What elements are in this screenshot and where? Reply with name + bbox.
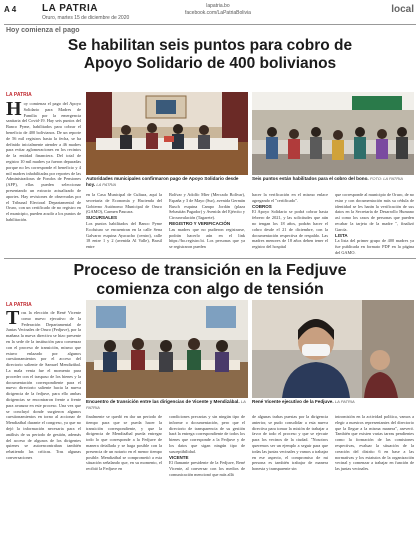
story1-subhead-lista: LISTA bbox=[335, 232, 348, 238]
story2-headline bbox=[6, 261, 414, 299]
story1-caption1-credit: LA PATRIA bbox=[96, 182, 117, 187]
story2-col2-text: finalmente se quedó en dar un periodo de tiempo para que se pueda hacer la transición correspondiente, y que la dirigencia de Mendizábal pueda entregar todo lo que corresponde a la Fedjuve de manera detallada y se haga posible con la presencia de un notario en el menor tiempo posible. Mendizábal se comprometió a esta situación señalando que, en su momento, el recibió la Fedjuve en bbox=[86, 414, 162, 472]
story2-col1-text: ras la elección de René Vicente como nuevo ejecutivo de la Federación Departamental de Juntas Vecinales de Oruro (Fedjuve), por la mañana la nueva directiva se hizo presente en la sede de la institución para comenzar con el proceso de transición, mismo que estuvo enlazado por algunos cuestionamientos por el acceso del directorio saliente de Samuel Mendizábal. La mala venia fue el momento para proceder con el traspaso de los bienes y la documentación correspondiente para el nuevo directorio saliente hacia la nueva dirigencia de la fedjuve, para ello ambas dirigencias se encontraron frente a frente para avanzar en este proceso. Una vez que se concluyó donde surgieron algunos cuestionamientos en torno al accionar de Mendizábal durante el congreso, ya que no dejó la información necesaria para el análisis de su periodo de gestión, además del acceso de algunos de los dirigentes quienes se autoencontraban también rebatiendo las críticas. Tras algunas conversaciones bbox=[6, 310, 81, 460]
story1-col1-text: oy comienza el pago del Apoyo Solidario para Madres de Familia por la emergencia sanitaria del Covid-19. Hay seis puntos del Banco Pyme, habilitados para cobrar el beneficio de 400 bolivianos. De un reporte de 56 mil registros hasta la fecha, se ha definido inicialmente atender a 46 madres para evitar aglomeraciones en los recintos de la entidad financiera. Del total de registro 10 mil madres ya fueron depuradas porque no les corresponde el beneficio y 4 mil madres inhabilitadas por reportes de las Administradoras de Fondos de Pensiones (AFP), ellas pueden seleccionar presentando un extracto actualizado de aportes. Hay revisiones de observadas por el Tribunal Electoral Departamental de Oruro, con un certificado de no registro en el municipio, pueden acudir a los puntos de habilitación. bbox=[6, 101, 81, 222]
section-label: local bbox=[391, 4, 414, 15]
story2-headline-line2: comienza con algo de tensión bbox=[96, 281, 324, 298]
story1-caption1-text: Autoridades municipales confirmaron pago de Apoyo Solidario desde hoy. bbox=[86, 176, 239, 187]
story2-col5 bbox=[335, 414, 414, 530]
story1-caption2 bbox=[252, 176, 414, 182]
story1-col3b-text: Las madres que no pudieron registrarse, podrán hacerlo aún en el link https://bo.registro.bi. Los personas que ya se registraron pueden bbox=[169, 226, 245, 250]
story1-kicker: Hoy comienza el pago bbox=[6, 27, 80, 34]
story1-col4-text: hacer la verificación en el mismo enlace agregando el "certificado". bbox=[252, 192, 328, 203]
story2-col3 bbox=[169, 414, 245, 530]
story1-headline-line1: Se habilitan seis puntos para cobro de bbox=[67, 37, 353, 54]
story2-caption4-text: René Vicente ejecutivo de la Fedjuve. bbox=[252, 399, 334, 404]
story1-col2-text: en la Casa Municipal de Cultura, aquí la secretaria de Economía y Hacienda del Gobierno Autónomo Municipal de Oruro (GAMO), Carmen Paucara. bbox=[86, 192, 162, 215]
header-rule bbox=[4, 24, 416, 25]
story2-col3b-text: El flamante presidente de la Fedjuve, René Vicente, al conversar con los medios de comunicación mencionó que más allá bbox=[169, 460, 245, 477]
story2-caption3-text: Encuentro de transición entre las dirigencias de Vicente y Mendizábal. bbox=[86, 399, 240, 404]
page-number: A 4 bbox=[4, 5, 17, 14]
story2-photo-meeting bbox=[86, 300, 248, 398]
story2-col2 bbox=[86, 414, 162, 530]
story1-dropcap: H bbox=[6, 101, 22, 120]
story2-headline-line1: Proceso de transición en la Fedjuve bbox=[73, 262, 347, 279]
story1-subhead-cobros: COBROS bbox=[252, 203, 272, 209]
masthead-logo: LA PATRIA bbox=[42, 3, 98, 14]
story1-col3-text: Bolívar y Adolfo Mier (Mercado Bolívar), España y 3 de Mayo (Sur), avenida Germán Busch esquina Campo Jordán (plaza Sebastián Pagador) y Avenida del Ejército y Circunvalación (Tagarete). bbox=[169, 192, 245, 221]
story1-col5-text: que corresponde al municipio de Oruro, de no estar y con documentación más su cédula de identidad se les harán la verificación de sus datos en la Secretaría de Desarrollo Humano así como los casos de personas que pueden recabar la tarjeta de la madre ", finalizó García. bbox=[335, 192, 414, 232]
story1-subhead-registro: REGISTRO Y VERIFICACIÓN bbox=[169, 220, 231, 226]
story1-headline-line2: Apoyo Solidario de 400 bolivianos bbox=[83, 55, 337, 72]
story2-col3-text: condiciones precarias y sin ningún tipo de informe o documentación, pero que el directorio de transparencia de su gestión hará la entrega correspondiente de todos los bienes que corresponde a la Fedjuve y de los datos que sigan ningún tipo de susceptibilidad. bbox=[169, 414, 245, 454]
story1-headline bbox=[6, 37, 414, 73]
story1-photo-officials bbox=[86, 92, 248, 175]
story2-source-tag: LA PATRIA bbox=[6, 302, 32, 308]
story2-caption4-credit: LA PATRIA bbox=[334, 399, 355, 404]
story2-caption4 bbox=[252, 399, 414, 405]
story1-caption2-credit: FOTO: LA PATRIA bbox=[369, 176, 403, 181]
story2-col4-text: de algunas trabas puestas por la dirigencia anterior, se pudo consolidar a esta nueva directiva para tomar la misión de trabajar a favor de todo el proceso y que se ejecute para los vecinos de la ciudad. "Nosotros queremos ser un ejemplo a seguir para que todas las juntas vecinales y vamos a trabajar en ese aspecto, el compromiso de mi persona es también trabajar de manera honesta y transparente sin bbox=[252, 414, 328, 472]
story1-col4b-text: El Apoyo Solidario se podrá cobrar hasta febrero de 2021, y las solicitudes que aún no tengan los 18 años, podrán hacer el cobro desde el 21 de diciembre, con la documentación respectiva de respaldo. Las madres menores de 18 años deben tener el registro del hospital bbox=[252, 209, 328, 250]
story2-subhead-vicente: VICENTE bbox=[169, 454, 189, 460]
story2-photo-vicente bbox=[252, 300, 414, 398]
story2-dropcap: T bbox=[6, 310, 20, 329]
story2-col4 bbox=[252, 414, 328, 530]
story1-col5 bbox=[335, 192, 414, 256]
story1-col2b-text: Los puntos habilitados del Banco Pyme Ecofuturo se encuentran en la calle Sena Galvarro esquina Ayacucho (centro), calle 18 entre 1 y 2 (avenida Al Valle), Brasil entre bbox=[86, 220, 162, 250]
masthead-date: Oruro, martes 15 de diciembre de 2020 bbox=[42, 15, 130, 21]
story-divider bbox=[4, 258, 416, 259]
story2-col5-text: intromisión en la actividad política, vamos a elegir a nuestros representantes del directorio que la llegue a la misma manera", aseveró. También que existen varias tareas pendientes como la formación de las comisiones respectivas, evaluar la situación de la creación del distrito 6 en base a las normativas y los estatutos de la organización vecinal y comenzar a trabajar en función de las juntas vecinales. bbox=[335, 414, 414, 472]
story1-col5b-text: La lista del primer grupo de 400 madres ya fue publicada en formato PDF en la página del GAMO. bbox=[335, 238, 414, 255]
story2-caption3 bbox=[86, 399, 248, 411]
masthead bbox=[42, 3, 129, 21]
story1-col4 bbox=[252, 192, 328, 256]
story1-photo-bank-queue bbox=[252, 92, 414, 175]
facebook-link[interactable]: facebook.com/LaPatriaBolivia bbox=[185, 10, 251, 16]
story1-col2 bbox=[86, 192, 162, 256]
site-link[interactable]: lapatria.bo bbox=[206, 3, 230, 9]
story1-subhead-sucursales: SUCURSALES bbox=[86, 215, 118, 221]
story1-source-tag: LA PATRIA bbox=[6, 92, 32, 98]
story1-col3 bbox=[169, 192, 245, 256]
story1-col1 bbox=[6, 101, 81, 255]
story2-caption3-credit: LA PATRIA bbox=[86, 399, 246, 410]
story1-caption1 bbox=[86, 176, 248, 188]
story1-caption2-text: Seis puntos están habilitados para el cobro del bono. bbox=[252, 176, 369, 181]
header-contacts bbox=[185, 3, 251, 17]
story2-col1 bbox=[6, 310, 81, 530]
